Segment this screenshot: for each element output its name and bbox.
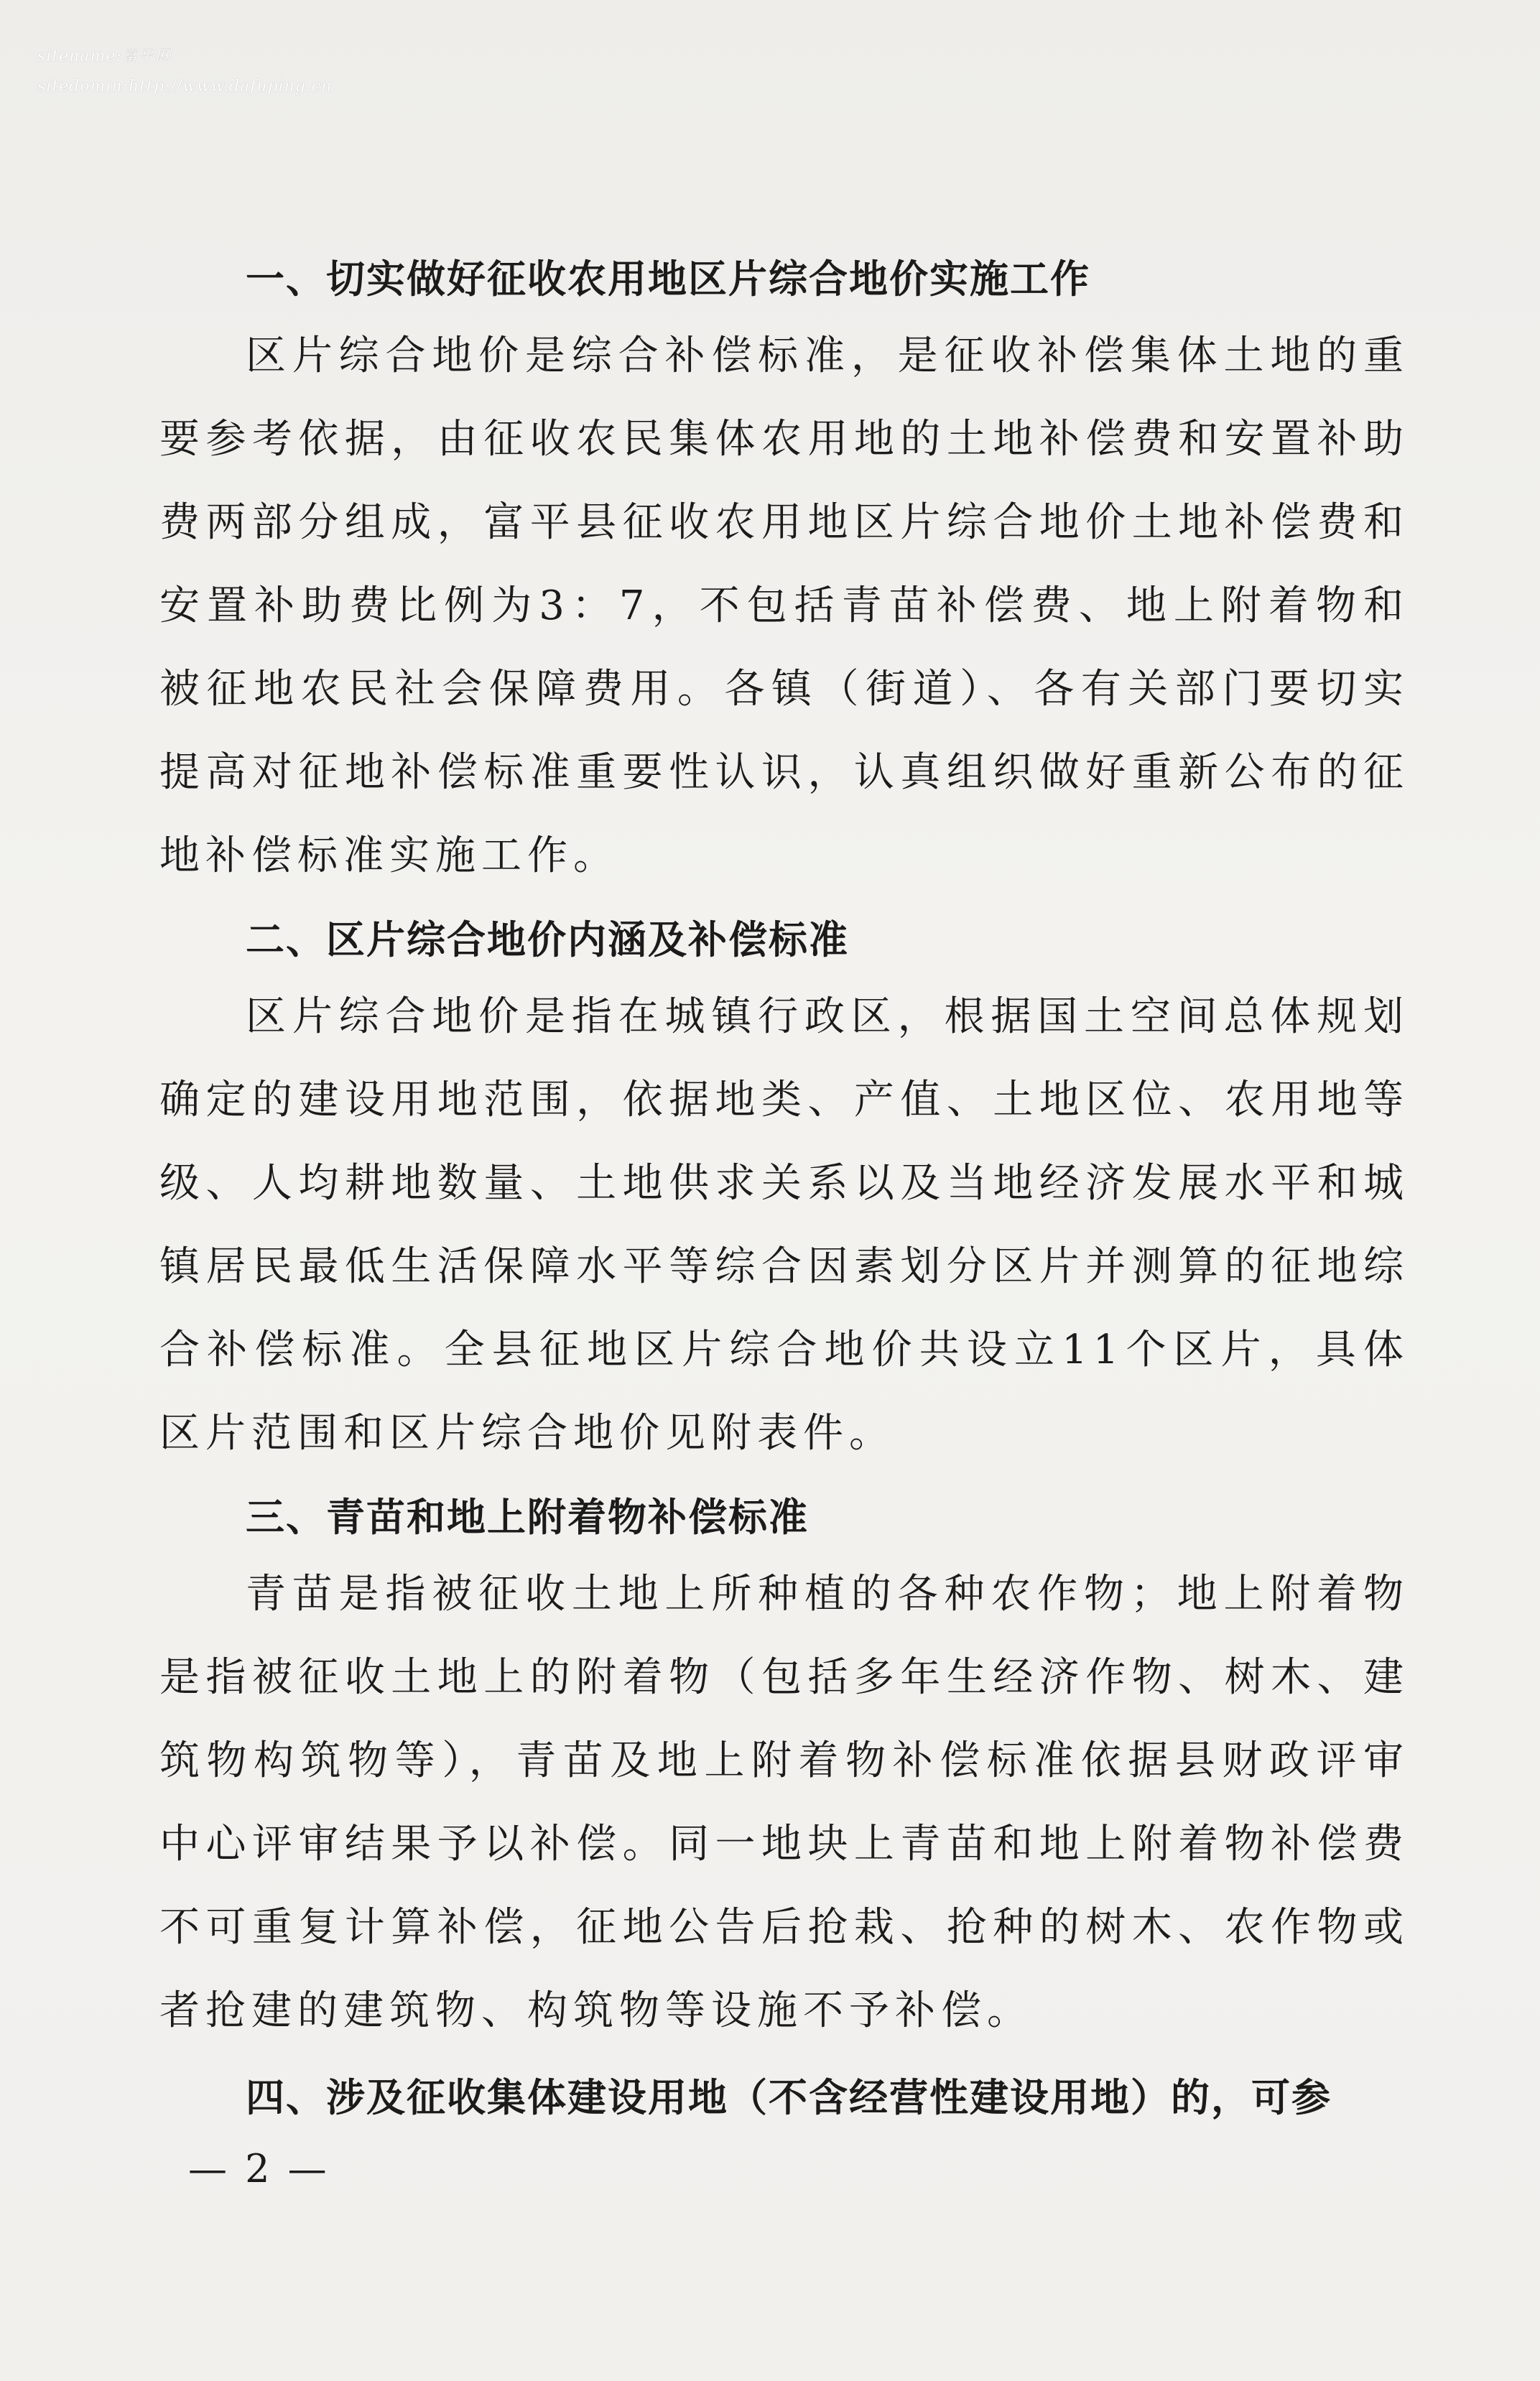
section-paragraph-2: 区片综合地价是指在城镇行政区，根据国土空间总体规划确定的建设用地范围，依据地类、产值、土地区位、农用地等级、人均耕地数量、土地供求关系以及当地经济发展水平和城镇居民最低生活保障水平等综合因素划分区片并测算的征地综合补偿标准。全县征地区片综合地价共设立11个区片，具体区片范围和区片综合地价见附表件。 [159, 993, 1409, 1457]
section-heading-3: 三、青苗和地上附着物补偿标准 [246, 1495, 809, 1540]
document-body [159, 251, 1409, 2119]
section-paragraph-3: 青苗是指被征收土地上所种植的各种农作物；地上附着物是指被征收土地上的附着物（包括多年生经济作物、树木、建筑物构筑物等），青苗及地上附着物补偿标准依据县财政评审中心评审结果予以补偿。同一地块上青苗和地上附着物补偿费不可重复计算补偿，征地公告后抢栽、抢种的树木、农作物或者抢建的建筑物、构筑物等设施不予补偿。 [159, 1571, 1409, 2034]
section-heading-4: 四、涉及征收集体建设用地（不含经营性建设用地）的，可参 [246, 2075, 1332, 2120]
watermark-sitedomain: sitedomin:http://www.dafuping.cn [37, 78, 333, 96]
section-heading-2: 二、区片综合地价内涵及补偿标准 [246, 917, 849, 962]
section-paragraph-1: 区片综合地价是综合补偿标准，是征收补偿集体土地的重要参考依据，由征收农民集体农用地的土地补偿费和安置补助费两部分组成，富平县征收农用地区片综合地价土地补偿费和安置补助费比例为3：7，不包括青苗补偿费、地上附着物和被征地农民社会保障费用。各镇（街道）、各有关部门要切实提高对征地补偿标准重要性认识，认真组织做好重新公布的征地补偿标准实施工作。 [159, 333, 1409, 879]
page-number: — 2 — [188, 2146, 330, 2191]
section-heading-1: 一、切实做好征收农用地区片综合地价实施工作 [246, 256, 1090, 302]
watermark-sitename: sitename:富平网 [37, 47, 172, 65]
site-watermark [37, 42, 332, 102]
